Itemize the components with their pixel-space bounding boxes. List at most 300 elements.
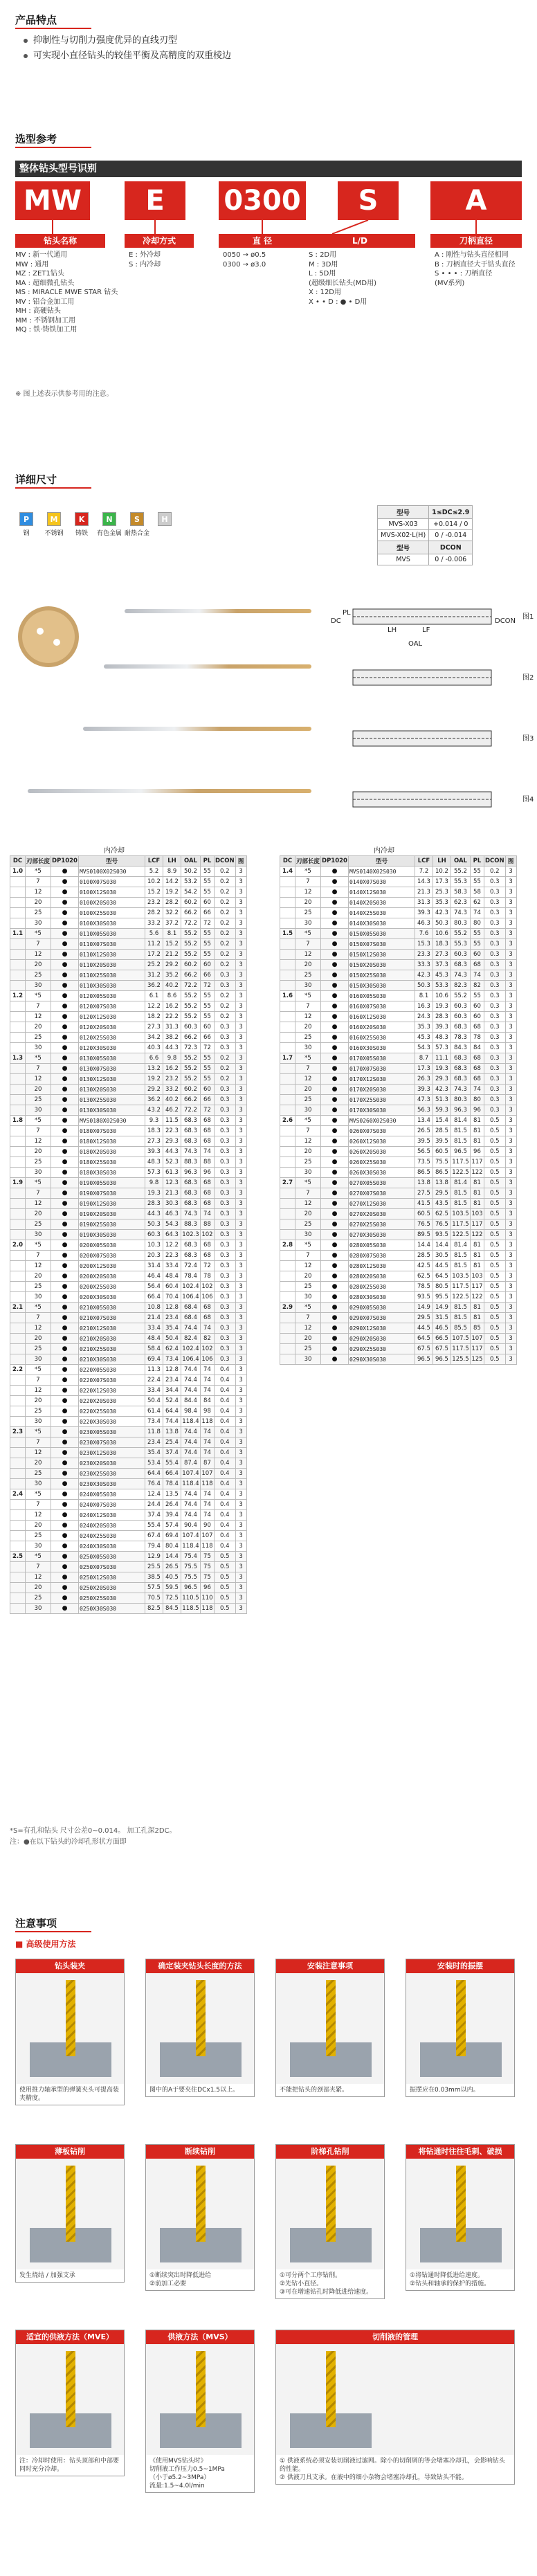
cell-dc [10,1593,26,1604]
cell-value: 81.5 [450,1188,470,1199]
cell-value: 68 [200,1126,214,1136]
cell-model: 0180X30S030 [78,1168,145,1178]
table-row [10,1074,247,1085]
cell-value: 8.9 [163,867,181,877]
cell-value: 55 [470,939,484,950]
cell-dc: 2.7 [280,1178,295,1188]
cell-value: 3 [235,1593,246,1604]
cell-value: 122 [470,1168,484,1178]
code-shank: A [430,181,522,220]
cell-value: 96 [470,1105,484,1116]
drill-illustration [196,1980,206,2056]
table-row [10,1168,247,1178]
cell-value: 14.4 [433,1240,450,1251]
cell-value: 10.3 [145,1240,163,1251]
cell-value: 3 [235,1604,246,1614]
cell-value: 96.3 [450,1105,470,1116]
panel-text: 不能把钻头的颈部夹紧。 [280,2087,349,2094]
cell-value: 68.3 [450,1022,470,1033]
cell-dc: 1.8 [10,1116,26,1126]
cell-value: 0.3 [484,1064,505,1074]
cell-value: 3 [505,991,516,1001]
cell-dc [10,887,26,898]
th-col: 图 [505,856,516,867]
cell-value: *5 [26,1240,51,1251]
cell-value: 13.5 [163,1489,181,1500]
cell-value: 3 [235,1240,246,1251]
table-row [10,1178,247,1188]
cell-value: 3 [235,918,246,929]
cell-value: 3 [235,1334,246,1344]
cell-dc [280,1323,295,1334]
cell-model: 0250X20S030 [78,1583,145,1593]
cell-dc: 1.9 [10,1178,26,1188]
tol-r1: MVS-X03 [378,519,429,530]
stock-dot: ● [321,1105,349,1116]
cell-model: 0130X30S030 [78,1105,145,1116]
cell-value: 39.4 [163,1510,181,1521]
cell-value: 0.5 [484,1219,505,1230]
cell-dc [10,1147,26,1157]
table-row [10,1354,247,1365]
stock-dot: ● [51,1022,79,1033]
cell-value: 55.3 [450,939,470,950]
legend-line: MZ : ZET1钻头 [15,270,64,278]
cell-value: 40.2 [163,1095,181,1105]
table-row [10,1147,247,1157]
cell-value: 15.4 [433,1116,450,1126]
cell-value: 68.3 [181,1188,200,1199]
cell-value: 66.2 [181,1095,200,1105]
drill-illustration [326,2351,336,2427]
cell-value: 122 [470,1230,484,1240]
selection-note: ※ 图上述表示供参考用的注意。 [15,390,113,398]
cell-value: 42.3 [415,970,433,981]
cell-value: 81 [470,1251,484,1261]
drill-illustration [66,2166,75,2242]
cell-value: 28.5 [415,1251,433,1261]
cell-value: 55 [200,887,214,898]
cell-value: 44.3 [145,1209,163,1219]
cell-dc [10,1219,26,1230]
cell-value: 31.3 [415,898,433,908]
table-row [10,1437,247,1448]
stock-dot: ● [51,1033,79,1043]
cell-value: 12 [295,950,321,960]
panel-heading: 供液方法（MVS） [146,2330,254,2344]
cell-value: 0.2 [214,960,235,970]
feature-list [24,33,231,64]
stock-dot: ● [51,1365,79,1375]
legend-line: A : 刚性与钻头直径相同 [435,251,509,259]
cell-value: 60 [470,1012,484,1022]
cell-value: 3 [505,867,516,877]
legend-shank [435,251,516,288]
cell-model: 0160X25S030 [348,1033,415,1043]
cell-value: 0.3 [484,918,505,929]
cell-value: 27.3 [145,1136,163,1147]
cell-value: 0.4 [214,1417,235,1427]
stock-dot: ● [321,1199,349,1209]
cell-value: 3 [235,1313,246,1323]
th-col: LH [433,856,450,867]
tol-h1: 型号 [378,506,429,519]
cell-value: 60.3 [450,950,470,960]
cell-value: 35.2 [163,970,181,981]
cell-value: 62.3 [450,898,470,908]
table-row [10,1271,247,1282]
cell-value: 3 [505,1126,516,1136]
cell-value: 96.5 [415,1354,433,1365]
cell-model: 0290X30S030 [348,1354,415,1365]
table-row [280,1261,517,1271]
cell-value: 81 [470,1261,484,1271]
cell-value: 55 [200,877,214,887]
cell-value: 0.5 [484,1323,505,1334]
stock-dot: ● [51,1261,79,1271]
cell-dc [280,1199,295,1209]
cell-value: 29.5 [433,1188,450,1199]
cell-model: 0100X30S030 [78,918,145,929]
cell-model: 0180X20S030 [78,1147,145,1157]
cell-model: 0190X30S030 [78,1230,145,1240]
table-row [10,1448,247,1458]
stock-dot: ● [51,970,79,981]
panel-illustration [146,2344,254,2455]
table-row [280,908,517,918]
stock-dot: ● [321,1271,349,1282]
cell-dc [10,1458,26,1469]
cell-model: 0110X12S030 [78,950,145,960]
cell-model: 0260X25S030 [348,1157,415,1168]
table-note-2: 注：●在以下钻头的冷却孔形状方面即 [10,1838,127,1846]
cell-value: 7 [26,1188,51,1199]
cell-value: 80 [470,918,484,929]
cell-value: 7 [295,939,321,950]
cell-value: 3 [505,1012,516,1022]
cell-value: 60.5 [415,1209,433,1219]
cell-model: 0220X07S030 [78,1375,145,1386]
cell-dc [280,1261,295,1271]
cell-value: 55.2 [181,1001,200,1012]
cell-value: 3 [235,1271,246,1282]
cell-value: 55 [470,929,484,939]
cell-dc [280,960,295,970]
stock-dot: ● [321,1323,349,1334]
cell-value: 31.2 [145,970,163,981]
cell-value: 68 [470,1074,484,1085]
cell-value: 44.5 [433,1261,450,1271]
cell-value: 33.4 [145,1323,163,1334]
stock-dot: ● [51,1251,79,1261]
cell-value: 3 [505,908,516,918]
cell-value: 74 [200,1147,214,1157]
cell-value: 60 [470,950,484,960]
cell-value: 78.4 [181,1271,200,1282]
th-model: 型号 [78,856,145,867]
cell-value: 125 [470,1354,484,1365]
cell-value: 102 [200,1282,214,1292]
cell-value: 60.5 [433,1147,450,1157]
cell-value: 19.3 [433,1064,450,1074]
cell-value: 106.4 [181,1292,200,1303]
cell-value: 48.3 [145,1157,163,1168]
cell-value: *5 [26,1427,51,1437]
cell-value: 30 [295,1043,321,1053]
stock-dot: ● [321,918,349,929]
cell-value: 27.5 [415,1188,433,1199]
cell-model: 0250X05S030 [78,1552,145,1562]
cell-value: 117.5 [450,1344,470,1354]
stock-dot: ● [51,1375,79,1386]
cell-value: 0.4 [214,1469,235,1479]
cell-value: 0.3 [214,1292,235,1303]
cell-value: 12 [295,887,321,898]
stock-dot: ● [51,1209,79,1219]
cell-value: 3 [505,960,516,970]
cell-dc: 1.5 [280,929,295,939]
cell-value: *5 [26,867,51,877]
cell-value: 55.2 [450,929,470,939]
cell-value: 50.3 [415,981,433,991]
cell-model: 0160X05S030 [348,991,415,1001]
cell-value: 0.3 [484,877,505,887]
cell-value: 62.5 [415,1271,433,1282]
cell-value: 0.3 [214,1334,235,1344]
material-m: M [47,512,61,526]
cell-value: 23.2 [163,1074,181,1085]
cell-dc: 2.8 [280,1240,295,1251]
cell-value: 81.5 [450,1261,470,1271]
cell-value: 0.2 [214,877,235,887]
cell-value: 84 [200,1396,214,1406]
cell-value: 74 [470,970,484,981]
cell-value: 3 [505,1095,516,1105]
cell-value: 86.5 [433,1168,450,1178]
cell-value: 0.5 [484,1178,505,1188]
table-row [280,1354,517,1365]
caution-underline [15,1931,91,1932]
cell-model: 0270X25S030 [348,1219,415,1230]
cell-dc [280,908,295,918]
cell-value: 3 [235,1168,246,1178]
cell-value: 80.3 [450,1095,470,1105]
cell-value: 66.4 [145,1292,163,1303]
cell-value: 26.5 [415,1126,433,1136]
cell-value: 25 [26,1531,51,1541]
cell-value: 55.2 [181,950,200,960]
table-row [10,1334,247,1344]
table-row [280,1136,517,1147]
cell-value: 64.5 [433,1271,450,1282]
cell-value: 30 [26,1479,51,1489]
cell-dc [10,1479,26,1489]
cell-value: 9.8 [145,1178,163,1188]
table-row [280,981,517,991]
cell-value: *5 [26,991,51,1001]
cell-value: 3 [235,1001,246,1012]
cell-value: 125.5 [450,1354,470,1365]
cell-dc: 2.4 [10,1489,26,1500]
cell-value: 57.3 [433,1043,450,1053]
panel-text: ①将钻通时降低进给速度。 ②钻头和轴承的保护的措施。 [410,2272,491,2287]
cell-value: 93.5 [433,1230,450,1240]
panel-heading: 将钻通时往往毛刺、破损 [406,2145,514,2159]
cell-value: 8.1 [415,991,433,1001]
table-row [280,1209,517,1219]
cell-value: 3 [235,1292,246,1303]
cell-value: 12 [26,887,51,898]
stock-dot: ● [51,1437,79,1448]
cell-value: 102 [200,1230,214,1240]
cell-value: 3 [505,1043,516,1053]
cell-value: 0.3 [214,1282,235,1292]
legend-line: B : 刀柄直径大于钻头直径 [435,260,516,269]
cell-value: 56.3 [415,1105,433,1116]
material-k: K [75,512,89,526]
cell-value: 68.3 [181,1251,200,1261]
panel-illustration [276,2344,514,2455]
cell-model: 0140X07S030 [348,877,415,887]
cell-value: 0.4 [214,1458,235,1469]
drill-illustration [66,2351,75,2427]
cell-value: 3 [235,1209,246,1219]
cell-value: 81.5 [450,1303,470,1313]
stock-dot: ● [321,1230,349,1240]
cell-value: 118 [200,1604,214,1614]
cell-dc [10,1085,26,1095]
cell-value: 20 [295,1334,321,1344]
cell-value: 28.3 [433,1012,450,1022]
cell-value: 30 [295,1168,321,1178]
cell-value: 10.6 [433,929,450,939]
cell-value: 62.5 [433,1209,450,1219]
cell-dc [10,1437,26,1448]
cell-model: 0210X05S030 [78,1303,145,1313]
cell-value: 3 [235,1147,246,1157]
cell-value: 96 [200,1583,214,1593]
cell-model: 0270X20S030 [348,1209,415,1219]
cell-dc [10,1022,26,1033]
code-ld: S [338,181,399,220]
cell-value: 20 [295,1271,321,1282]
cell-dc [10,1105,26,1116]
table-row [10,1396,247,1406]
cell-value: 12.3 [163,1178,181,1188]
cell-dc [280,939,295,950]
cell-value: 3 [235,1116,246,1126]
tol-h2: 1≤DC≤2.9 [429,506,473,519]
cell-value: 7 [26,1064,51,1074]
cell-value: 60 [200,960,214,970]
table-row [280,887,517,898]
cell-value: 12 [295,1323,321,1334]
cell-value: 0.3 [214,1136,235,1147]
cell-value: 0.3 [484,1012,505,1022]
cell-value: 78.4 [163,1479,181,1489]
cell-model: 0120X07S030 [78,1001,145,1012]
stock-dot: ● [51,1313,79,1323]
stock-dot: ● [321,908,349,918]
cell-value: 102 [200,1344,214,1354]
stock-dot: ● [51,939,79,950]
cell-value: 66.4 [163,1469,181,1479]
cell-value: 68.3 [181,1178,200,1188]
cell-value: 96.5 [433,1354,450,1365]
cell-value: 3 [235,1489,246,1500]
cell-value: 93.5 [415,1292,433,1303]
cell-value: 60.3 [450,1001,470,1012]
table-row [280,1085,517,1095]
table-row [10,1604,247,1614]
stock-dot: ● [51,929,79,939]
stock-dot: ● [321,1136,349,1147]
cell-value: 3 [235,1064,246,1074]
cell-value: 13.2 [145,1064,163,1074]
cell-value: 0.4 [214,1541,235,1552]
cell-value: 14.3 [415,877,433,887]
legend-line: E : 外冷却 [129,251,161,259]
cell-value: *5 [295,991,321,1001]
cell-model: 0270X07S030 [348,1188,415,1199]
cell-value: 55.4 [163,1458,181,1469]
cell-value: 0.5 [214,1562,235,1572]
cell-model: 0280X07S030 [348,1251,415,1261]
cell-value: 10.6 [433,991,450,1001]
cell-value: 74.3 [181,1209,200,1219]
cell-model: 0270X30S030 [348,1230,415,1240]
table-row [10,1500,247,1510]
cell-value: 20 [295,1085,321,1095]
cell-value: 0.5 [214,1552,235,1562]
drill-illustration [196,2351,206,2427]
stock-dot: ● [51,1136,79,1147]
table-row [280,1313,517,1323]
th-col: LH [163,856,181,867]
cell-dc [10,1168,26,1178]
cell-value: 3 [235,970,246,981]
cell-value: 3 [235,1437,246,1448]
table-row [280,1282,517,1292]
model-id-band: 整体钻头型号识别 [15,161,522,177]
cell-value: 0.3 [214,1323,235,1334]
cell-dc [280,1282,295,1292]
cell-value: 68 [200,1251,214,1261]
cell-value: 0.5 [484,1354,505,1365]
cell-dc [10,1396,26,1406]
cell-value: 72 [200,1261,214,1271]
caution-title: 注意事项 [15,1917,57,1930]
tol-r2v: 0 / -0.014 [429,530,473,541]
table-row [10,1282,247,1292]
stock-dot: ● [321,1095,349,1105]
stock-dot: ● [321,1168,349,1178]
legend-name [15,251,118,335]
cell-value: 3 [235,929,246,939]
cell-value: 25 [295,1219,321,1230]
cell-value: 102.3 [181,1230,200,1240]
cell-value: 61.3 [163,1168,181,1178]
cell-dc: 2.2 [10,1365,26,1375]
cell-value: 66.2 [181,908,200,918]
cell-value: 50.3 [145,1219,163,1230]
caution-panel [15,1959,125,2105]
cell-value: 81 [470,1199,484,1209]
cell-value: 0.3 [484,991,505,1001]
cell-value: 60.4 [163,1282,181,1292]
cell-dc [280,1001,295,1012]
stock-dot: ● [321,1240,349,1251]
